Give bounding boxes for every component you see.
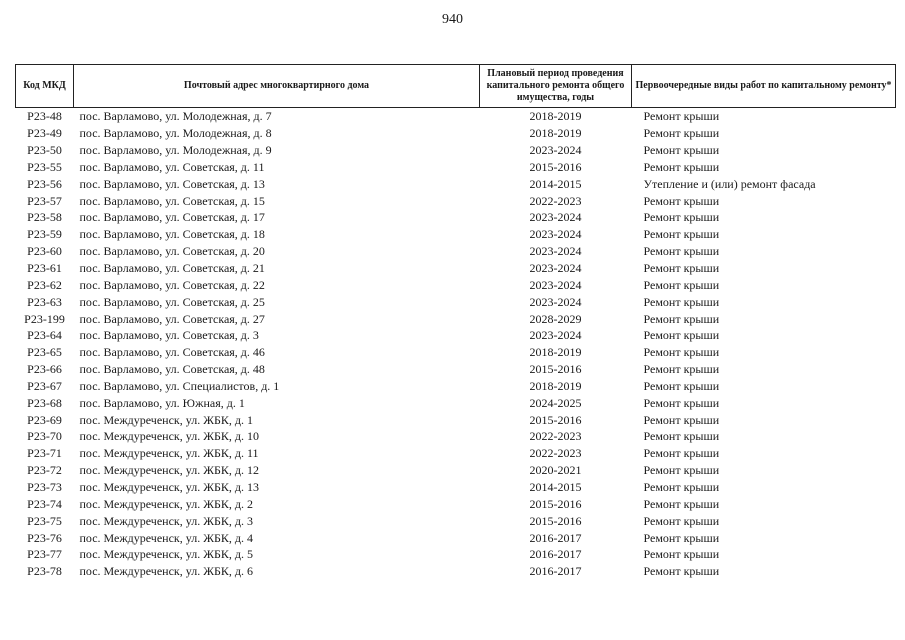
- table-row: [16, 546, 896, 563]
- cell-period: 2023-2024: [529, 210, 582, 225]
- cell-works: Ремонт крыши: [643, 311, 720, 326]
- cell-code: Р23-72: [27, 463, 62, 478]
- cell-address: пос. Варламово, ул. Советская, д. 21: [79, 261, 265, 276]
- cell-address: пос. Варламово, ул. Молодежная, д. 7: [79, 109, 272, 124]
- cell-works: Ремонт крыши: [643, 244, 720, 259]
- cell-code: Р23-56: [27, 176, 62, 191]
- cell-address: пос. Варламово, ул. Молодежная, д. 9: [79, 143, 272, 158]
- cell-code: Р23-63: [27, 294, 62, 309]
- table-row: [16, 327, 896, 344]
- cell-address: пос. Междуреченск, ул. ЖБК, д. 2: [79, 496, 253, 511]
- cell-period: 2016-2017: [529, 564, 582, 579]
- cell-address: пос. Междуреченск, ул. ЖБК, д. 11: [79, 446, 259, 461]
- cell-address: пос. Варламово, ул. Советская, д. 15: [79, 193, 265, 208]
- cell-address: пос. Варламово, ул. Советская, д. 46: [79, 345, 265, 360]
- header-code: Код МКД: [16, 65, 74, 108]
- cell-works: Ремонт крыши: [643, 429, 720, 444]
- cell-works: Ремонт крыши: [643, 143, 720, 158]
- cell-works: Ремонт крыши: [643, 479, 720, 494]
- table-row: [16, 411, 896, 428]
- cell-period: 2020-2021: [529, 463, 582, 478]
- cell-address: пос. Варламово, ул. Советская, д. 22: [79, 277, 265, 292]
- table-row: [16, 394, 896, 411]
- cell-works: Ремонт крыши: [643, 378, 720, 393]
- table-row: [16, 310, 896, 327]
- cell-period: 2023-2024: [529, 328, 582, 343]
- cell-works: Ремонт крыши: [643, 530, 720, 545]
- cell-works: Ремонт крыши: [643, 193, 720, 208]
- table-row: [16, 428, 896, 445]
- cell-address: пос. Варламово, ул. Молодежная, д. 8: [79, 126, 272, 141]
- cell-works: Ремонт крыши: [643, 362, 720, 377]
- cell-address: пос. Междуреченск, ул. ЖБК, д. 6: [79, 564, 253, 579]
- cell-address: пос. Варламово, ул. Советская, д. 17: [79, 210, 265, 225]
- cell-code: Р23-49: [27, 126, 62, 141]
- cell-code: Р23-75: [27, 513, 62, 528]
- cell-code: Р23-69: [27, 412, 62, 427]
- cell-code: Р23-199: [24, 311, 65, 326]
- table-row: [16, 125, 896, 142]
- cell-code: Р23-62: [27, 277, 62, 292]
- cell-period: 2018-2019: [529, 126, 582, 141]
- cell-works: Ремонт крыши: [643, 412, 720, 427]
- table-row: [16, 276, 896, 293]
- cell-period: 2014-2015: [529, 479, 582, 494]
- table-row: [16, 529, 896, 546]
- cell-code: Р23-48: [27, 109, 62, 124]
- table-row: [16, 175, 896, 192]
- cell-address: пос. Варламово, ул. Специалистов, д. 1: [79, 378, 280, 393]
- cell-works: Ремонт крыши: [643, 345, 720, 360]
- cell-period: 2018-2019: [529, 378, 582, 393]
- cell-address: пос. Междуреченск, ул. ЖБК, д. 1: [79, 412, 253, 427]
- header-period: Плановый период проведения капитального ремонта общего имущества, годы: [480, 65, 632, 108]
- cell-address: пос. Варламово, ул. Советская, д. 18: [79, 227, 265, 242]
- cell-code: Р23-58: [27, 210, 62, 225]
- cell-period: 2015-2016: [529, 159, 582, 174]
- cell-works: Утепление и (или) ремонт фасада: [643, 176, 816, 191]
- cell-code: Р23-57: [27, 193, 62, 208]
- cell-period: 2023-2024: [529, 244, 582, 259]
- cell-code: Р23-68: [27, 395, 62, 410]
- cell-period: 2023-2024: [529, 294, 582, 309]
- table-row: [16, 209, 896, 226]
- cell-works: Ремонт крыши: [643, 547, 720, 562]
- cell-code: Р23-65: [27, 345, 62, 360]
- cell-period: 2016-2017: [529, 530, 582, 545]
- cell-address: пос. Междуреченск, ул. ЖБК, д. 5: [79, 547, 253, 562]
- cell-address: пос. Междуреченск, ул. ЖБК, д. 12: [79, 463, 259, 478]
- cell-code: Р23-78: [27, 564, 62, 579]
- cell-code: Р23-50: [27, 143, 62, 158]
- cell-address: пос. Варламово, ул. Южная, д. 1: [79, 395, 245, 410]
- cell-address: пос. Междуреченск, ул. ЖБК, д. 3: [79, 513, 253, 528]
- repair-schedule-table: [15, 64, 896, 580]
- cell-period: 2015-2016: [529, 496, 582, 511]
- cell-address: пос. Варламово, ул. Советская, д. 13: [79, 176, 265, 191]
- cell-works: Ремонт крыши: [643, 277, 720, 292]
- cell-period: 2023-2024: [529, 261, 582, 276]
- cell-code: Р23-59: [27, 227, 62, 242]
- cell-period: 2023-2024: [529, 227, 582, 242]
- cell-period: 2015-2016: [529, 513, 582, 528]
- cell-address: пос. Варламово, ул. Советская, д. 48: [79, 362, 265, 377]
- cell-code: Р23-71: [27, 446, 62, 461]
- cell-works: Ремонт крыши: [643, 261, 720, 276]
- cell-works: Ремонт крыши: [643, 564, 720, 579]
- table-row: [16, 243, 896, 260]
- table-row: [16, 512, 896, 529]
- cell-works: Ремонт крыши: [643, 227, 720, 242]
- cell-code: Р23-61: [27, 261, 62, 276]
- cell-code: Р23-74: [27, 496, 62, 511]
- cell-works: Ремонт крыши: [643, 126, 720, 141]
- cell-period: 2028-2029: [529, 311, 582, 326]
- cell-period: 2014-2015: [529, 176, 582, 191]
- cell-period: 2016-2017: [529, 547, 582, 562]
- cell-period: 2023-2024: [529, 277, 582, 292]
- cell-works: Ремонт крыши: [643, 210, 720, 225]
- cell-code: Р23-70: [27, 429, 62, 444]
- table-row: [16, 293, 896, 310]
- cell-address: пос. Междуреченск, ул. ЖБК, д. 4: [79, 530, 253, 545]
- cell-period: 2022-2023: [529, 429, 582, 444]
- table-row: [16, 361, 896, 378]
- table-row: [16, 462, 896, 479]
- cell-address: пос. Варламово, ул. Советская, д. 3: [79, 328, 259, 343]
- header-works: Первоочередные виды работ по капитальному ремонту*: [632, 65, 896, 108]
- table-row: [16, 378, 896, 395]
- table-row: [16, 142, 896, 159]
- cell-works: Ремонт крыши: [643, 496, 720, 511]
- table-row: [16, 445, 896, 462]
- cell-period: 2015-2016: [529, 412, 582, 427]
- cell-address: пос. Варламово, ул. Советская, д. 11: [79, 159, 265, 174]
- table-row: [16, 344, 896, 361]
- header-address: Почтовый адрес многоквартирного дома: [74, 65, 480, 108]
- cell-works: Ремонт крыши: [643, 395, 720, 410]
- cell-period: 2022-2023: [529, 446, 582, 461]
- table-body: [16, 108, 896, 580]
- cell-period: 2022-2023: [529, 193, 582, 208]
- table-row: [16, 192, 896, 209]
- cell-period: 2015-2016: [529, 362, 582, 377]
- cell-code: Р23-76: [27, 530, 62, 545]
- cell-address: пос. Варламово, ул. Советская, д. 27: [79, 311, 265, 326]
- table-row: [16, 495, 896, 512]
- table-row: [16, 226, 896, 243]
- cell-period: 2018-2019: [529, 345, 582, 360]
- cell-works: Ремонт крыши: [643, 513, 720, 528]
- cell-address: пос. Междуреченск, ул. ЖБК, д. 10: [79, 429, 259, 444]
- cell-address: пос. Варламово, ул. Советская, д. 25: [79, 294, 265, 309]
- cell-works: Ремонт крыши: [643, 294, 720, 309]
- cell-works: Ремонт крыши: [643, 446, 720, 461]
- cell-works: Ремонт крыши: [643, 328, 720, 343]
- table-row: [16, 108, 896, 125]
- table-row: [16, 260, 896, 277]
- cell-address: пос. Междуреченск, ул. ЖБК, д. 13: [79, 479, 259, 494]
- cell-code: Р23-77: [27, 547, 62, 562]
- table-row: [16, 159, 896, 176]
- cell-code: Р23-55: [27, 159, 62, 174]
- cell-code: Р23-73: [27, 479, 62, 494]
- cell-code: Р23-67: [27, 378, 62, 393]
- cell-works: Ремонт крыши: [643, 463, 720, 478]
- table-header-row: [16, 65, 896, 108]
- cell-period: 2024-2025: [529, 395, 582, 410]
- cell-period: 2018-2019: [529, 109, 582, 124]
- cell-works: Ремонт крыши: [643, 159, 720, 174]
- cell-code: Р23-66: [27, 362, 62, 377]
- table-row: [16, 479, 896, 496]
- cell-code: Р23-64: [27, 328, 62, 343]
- page-number: 940: [442, 12, 463, 27]
- cell-works: Ремонт крыши: [643, 109, 720, 124]
- cell-code: Р23-60: [27, 244, 62, 259]
- cell-period: 2023-2024: [529, 143, 582, 158]
- cell-address: пос. Варламово, ул. Советская, д. 20: [79, 244, 265, 259]
- table-row: [16, 563, 896, 580]
